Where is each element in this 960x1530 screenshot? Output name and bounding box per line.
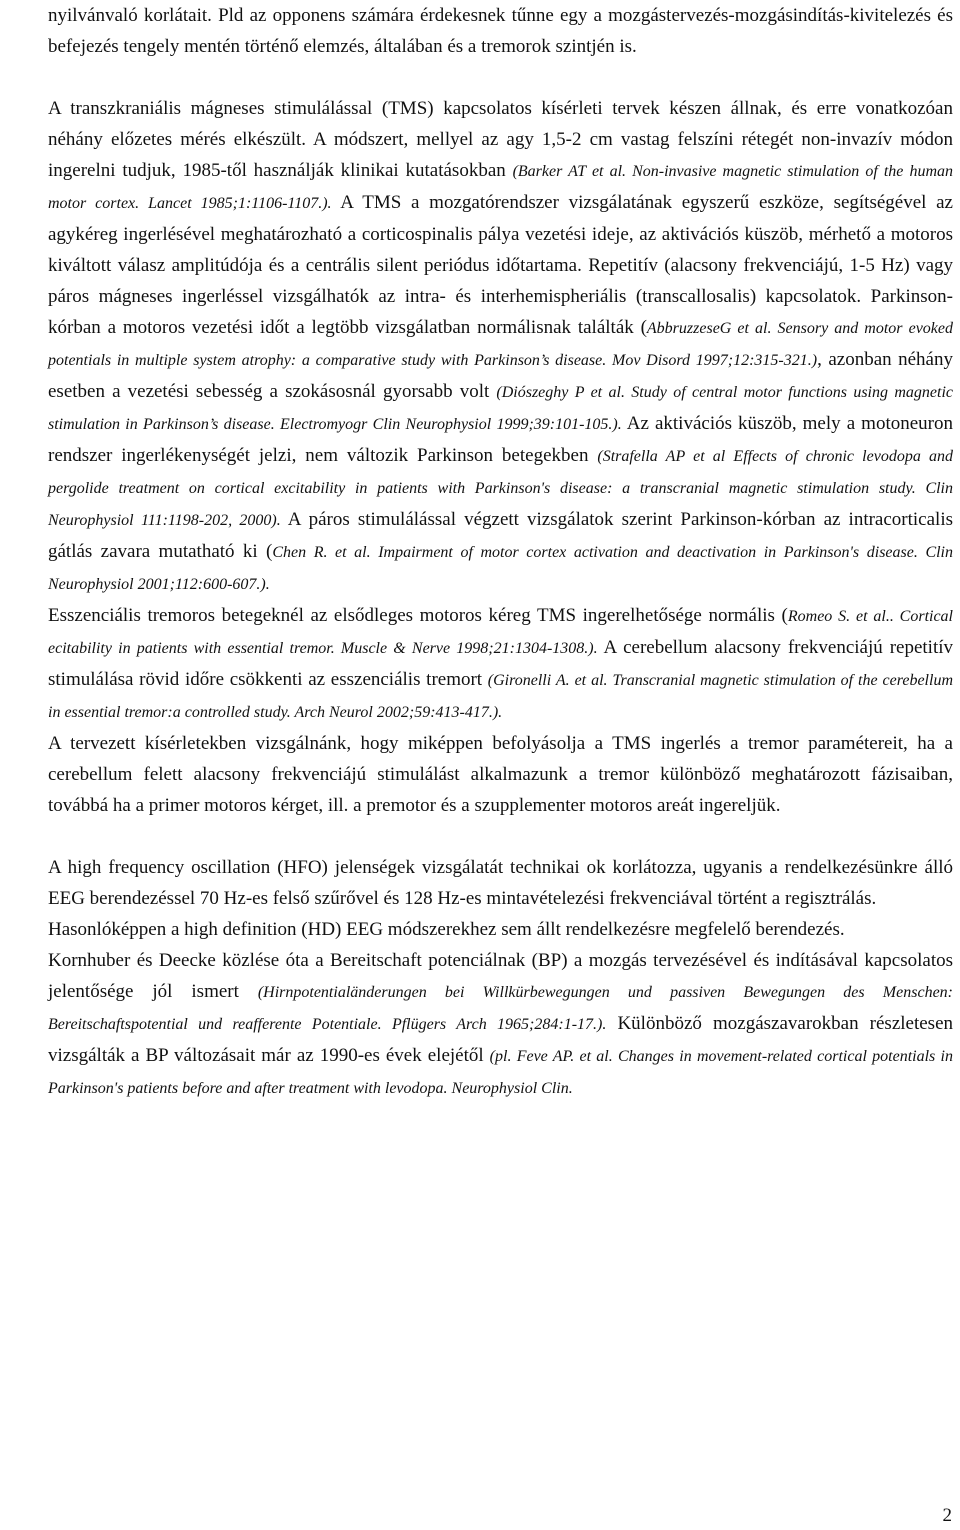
citation: (pl. Feve AP. et al. Changes in movement-related cortical potentials in Parkinson's patients before and after treatment with levodopa. Neurophysiol Clin.	[48, 1048, 953, 1097]
paragraph	[48, 728, 953, 821]
citation: (Strafella AP et al Effects of chronic levodopa and pergolide treatment on cortical excitability in patients with Parkinson's disease: a transcranial magnetic stimulation study. Clin Neurophysiol 111:1198-202, 2000).	[48, 448, 953, 529]
body-text: A transzkraniális mágneses stimulálással (TMS) kapcsolatos kísérleti tervek készen állnak, és erre vonatkozóan néhány előzetes mérés elkészült. A módszert, mellyel az agy 1,5-2 cm vastag felszíni rétegét non-invazív módon ingerelni tudjuk, 1985-től használják klinikai kutatásokban	[48, 98, 953, 181]
paragraph	[48, 914, 953, 945]
body-text: A tervezett kísérletekben vizsgálnánk, hogy miképpen befolyásolja a TMS ingerlés a tremor paramétereit, ha a cerebellum felett alacsony frekvenciájú stimulálást alkalmazunk a tremor különböző meghatározott fázisaiban, továbbá ha a primer motoros kérget, ill. a premotor és a szupplementer motoros areát ingereljük.	[48, 733, 953, 816]
body-text: Különböző mozgászavarokban részletesen vizsgálták a BP változásait már az 1990-es évek elejétől	[48, 1013, 954, 1066]
citation: Chen R. et al. Impairment of motor cortex activation and deactivation in Parkinson's disease. Clin Neurophysiol 2001;112:600-607.).	[48, 544, 954, 593]
body-text: A páros stimulálással végzett vizsgálatok szerint Parkinson-kórban az intracorticalis gátlás zavara mutatható ki (	[48, 509, 954, 562]
citation: (Hirnpotentialänderungen bei Willkürbewegungen und passiven Bewegungen des Menschen: Bereitschaftspotential und reafferente Potentiale. Pflügers Arch 1965;284:1-17.).	[48, 984, 953, 1033]
body-text: A TMS a mozgatórendszer vizsgálatának egyszerű eszköze, segítségével az agykéreg ingerlésével meghatározható a corticospinalis pálya vezetési ideje, az aktivációs küszöb, mérhető a motoros kiváltott válasz amplitúdója és a centrális silent periódus időtartama. Repetitív (alacsony frekvenciájú, 1-5 Hz) vagy páros mágneses ingerléssel vizsgálhatók az intra- és interhemispheriális (transcallosalis) kapcsolatok. Parkinson-kórban a motoros vezetési időt a legtöbb vizsgálatban normálisnak találták (	[48, 192, 953, 338]
body-text: , azonban néhány esetben a vezetési sebesség a szokásosnál gyorsabb volt	[48, 349, 953, 402]
citation: (Diószeghy P et al. Study of central motor functions using magnetic stimulation in Parkinson’s disease. Electromyogr Clin Neurophysiol 1999;39:101-105.).	[48, 384, 954, 433]
body-text: Az aktivációs küszöb, mely a motoneuron rendszer ingerlékenységét jelzi, nem változik Parkinson betegekben	[48, 413, 953, 466]
citation: Romeo S. et al.. Cortical ecitability in patients with essential tremor. Muscle & Nerve 1998;21:1304-1308.).	[48, 608, 954, 657]
body-text: A high frequency oscillation (HFO) jelenségek vizsgálatát technikai ok korlátozza, ugyanis a rendelkezésünkre álló EEG berendezéssel 70 Hz-es felső szűrővel és 128 Hz-es mintavételezési frekvenciával történt a regisztrálás.	[48, 857, 953, 909]
document-body	[48, 0, 953, 1104]
body-text: Esszenciális tremoros betegeknél az elsődleges motoros kéreg TMS ingerelhetősége normális (	[48, 605, 788, 626]
paragraph	[48, 852, 953, 914]
body-text: Kornhuber és Deecke közlése óta a Bereitschaft potenciálnak (BP) a mozgás tervezésével és indításával kapcsolatos jelentősége jól ismert	[48, 950, 953, 1002]
citation: (Barker AT et al. Non-invasive magnetic stimulation of the human motor cortex. Lancet 1985;1:1106-1107.).	[48, 163, 953, 212]
paragraph-spacer	[48, 821, 953, 852]
paragraph	[48, 93, 953, 600]
paragraph	[48, 0, 953, 62]
citation: (Gironelli A. et al. Transcranial magnetic stimulation of the cerebellum in essential tremor:a controlled study. Arch Neurol 2002;59:413-417.).	[48, 672, 953, 721]
paragraph-spacer	[48, 62, 953, 93]
citation: AbbruzzeseG et al. Sensory and motor evoked potentials in multiple system atrophy: a comparative study with Parkinson’s disease. Mov Disord 1997;12:315-321.)	[48, 320, 953, 369]
body-text: nyilvánvaló korlátait. Pld az opponens számára érdekesnek tűnne egy a mozgástervezés-mozgásindítás-kivitelezés és befejezés tengely mentén történő elemzés, általában és a tremorok szintjén is.	[48, 5, 953, 57]
page-number: 2	[942, 1505, 952, 1526]
paragraph	[48, 945, 953, 1104]
paragraph	[48, 600, 953, 728]
body-text: A cerebellum alacsony frekvenciájú repetitív stimulálása rövid időre csökkenti az esszenciális tremort	[48, 637, 953, 690]
body-text: Hasonlóképpen a high definition (HD) EEG módszerekhez sem állt rendelkezésre megfelelő berendezés.	[48, 919, 845, 940]
